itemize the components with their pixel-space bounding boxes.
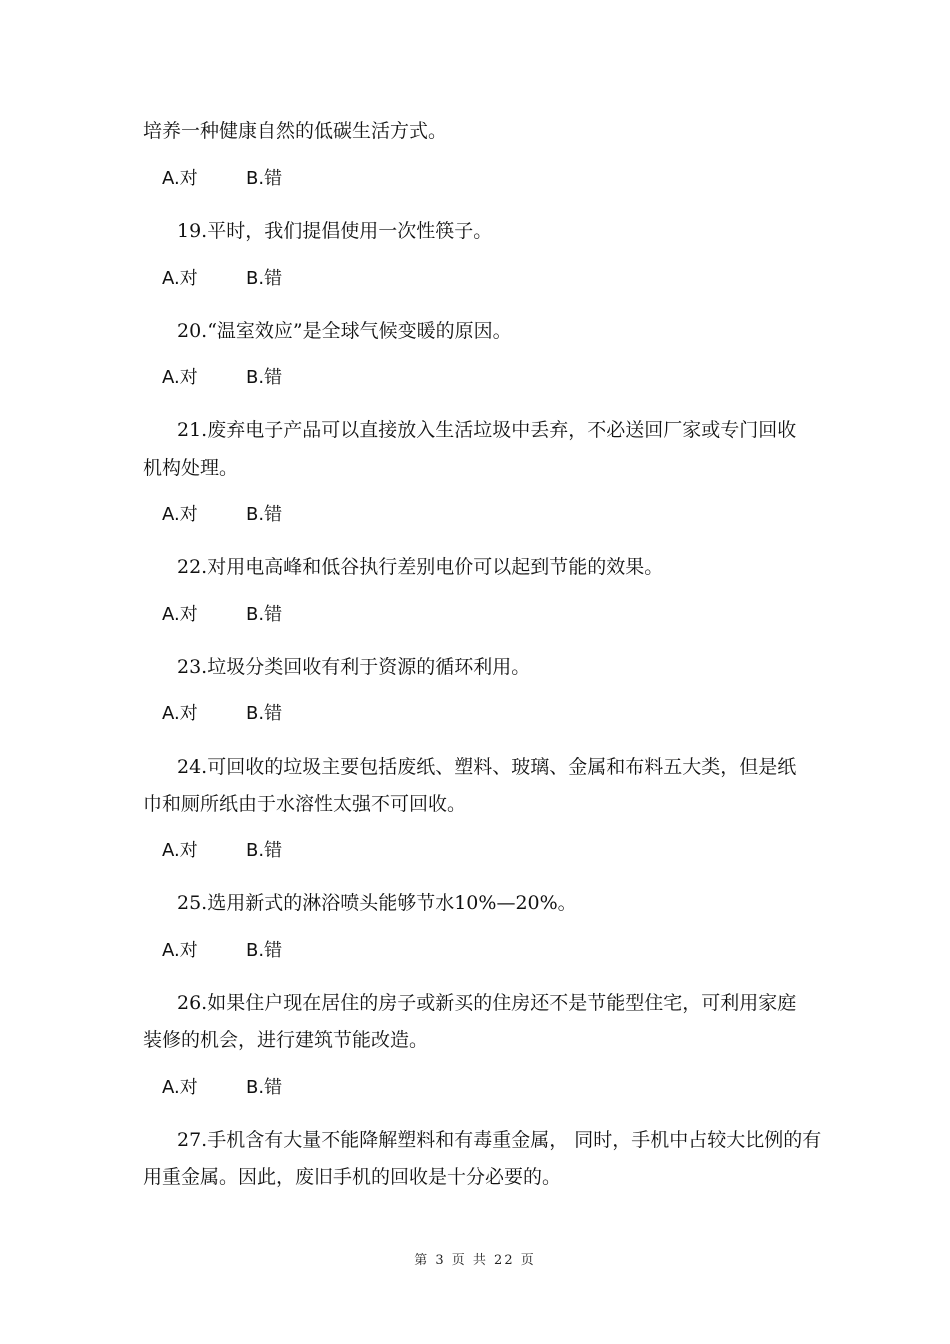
option-b[interactable]: B.错 xyxy=(246,1077,283,1098)
option-a[interactable]: A.对 xyxy=(162,504,198,525)
option-a[interactable]: A.对 xyxy=(162,840,198,861)
question-27-line-1: 27.手机含有大量不能降解塑料和有毒重金属， 同时，手机中占较大比例的有 xyxy=(177,1129,822,1151)
option-a[interactable]: A.对 xyxy=(162,168,198,189)
answer-options xyxy=(162,503,283,527)
answer-options xyxy=(162,702,283,726)
question-20: 20.“温室效应”是全球气候变暖的原因。 xyxy=(177,320,512,342)
question-24-line-1: 24.可回收的垃圾主要包括废纸、塑料、玻璃、金属和布料五大类，但是纸 xyxy=(177,756,797,778)
option-a[interactable]: A.对 xyxy=(162,1077,198,1098)
option-b[interactable]: B.错 xyxy=(246,840,283,861)
option-a[interactable]: A.对 xyxy=(162,604,198,625)
option-b[interactable]: B.错 xyxy=(246,504,283,525)
option-b[interactable]: B.错 xyxy=(246,367,283,388)
question-21-line-1: 21.废弃电子产品可以直接放入生活垃圾中丢弃，不必送回厂家或专门回收 xyxy=(177,419,797,441)
question-23: 23.垃圾分类回收有利于资源的循环利用。 xyxy=(177,656,531,678)
answer-options xyxy=(162,366,283,390)
question-22: 22.对用电高峰和低谷执行差别电价可以起到节能的效果。 xyxy=(177,556,664,578)
page-footer: 第 3 页 共 22 页 xyxy=(414,1253,536,1268)
option-b[interactable]: B.错 xyxy=(246,703,283,724)
answer-options xyxy=(162,1076,283,1100)
answer-options xyxy=(162,267,283,291)
question-21-line-2: 机构处理。 xyxy=(143,457,239,479)
option-b[interactable]: B.错 xyxy=(246,940,283,961)
option-b[interactable]: B.错 xyxy=(246,168,283,189)
option-a[interactable]: A.对 xyxy=(162,367,198,388)
question-26-line-1: 26.如果住户现在居住的房子或新买的住房还不是节能型住宅，可利用家庭 xyxy=(177,992,797,1014)
question-25: 25.选用新式的淋浴喷头能够节水10%—20%。 xyxy=(177,892,577,914)
option-a[interactable]: A.对 xyxy=(162,703,198,724)
option-a[interactable]: A.对 xyxy=(162,940,198,961)
question-24-line-2: 巾和厕所纸由于水溶性太强不可回收。 xyxy=(143,793,467,815)
question-26-line-2: 装修的机会，进行建筑节能改造。 xyxy=(143,1029,429,1051)
option-b[interactable]: B.错 xyxy=(246,604,283,625)
answer-options xyxy=(162,839,283,863)
answer-options xyxy=(162,939,283,963)
option-a[interactable]: A.对 xyxy=(162,268,198,289)
question-27-line-2: 用重金属。因此，废旧手机的回收是十分必要的。 xyxy=(143,1166,562,1188)
option-b[interactable]: B.错 xyxy=(246,268,283,289)
question-18-continuation: 培养一种健康自然的低碳生活方式。 xyxy=(143,120,448,142)
answer-options xyxy=(162,167,283,191)
answer-options xyxy=(162,603,283,627)
question-19: 19.平时，我们提倡使用一次性筷子。 xyxy=(177,220,493,242)
